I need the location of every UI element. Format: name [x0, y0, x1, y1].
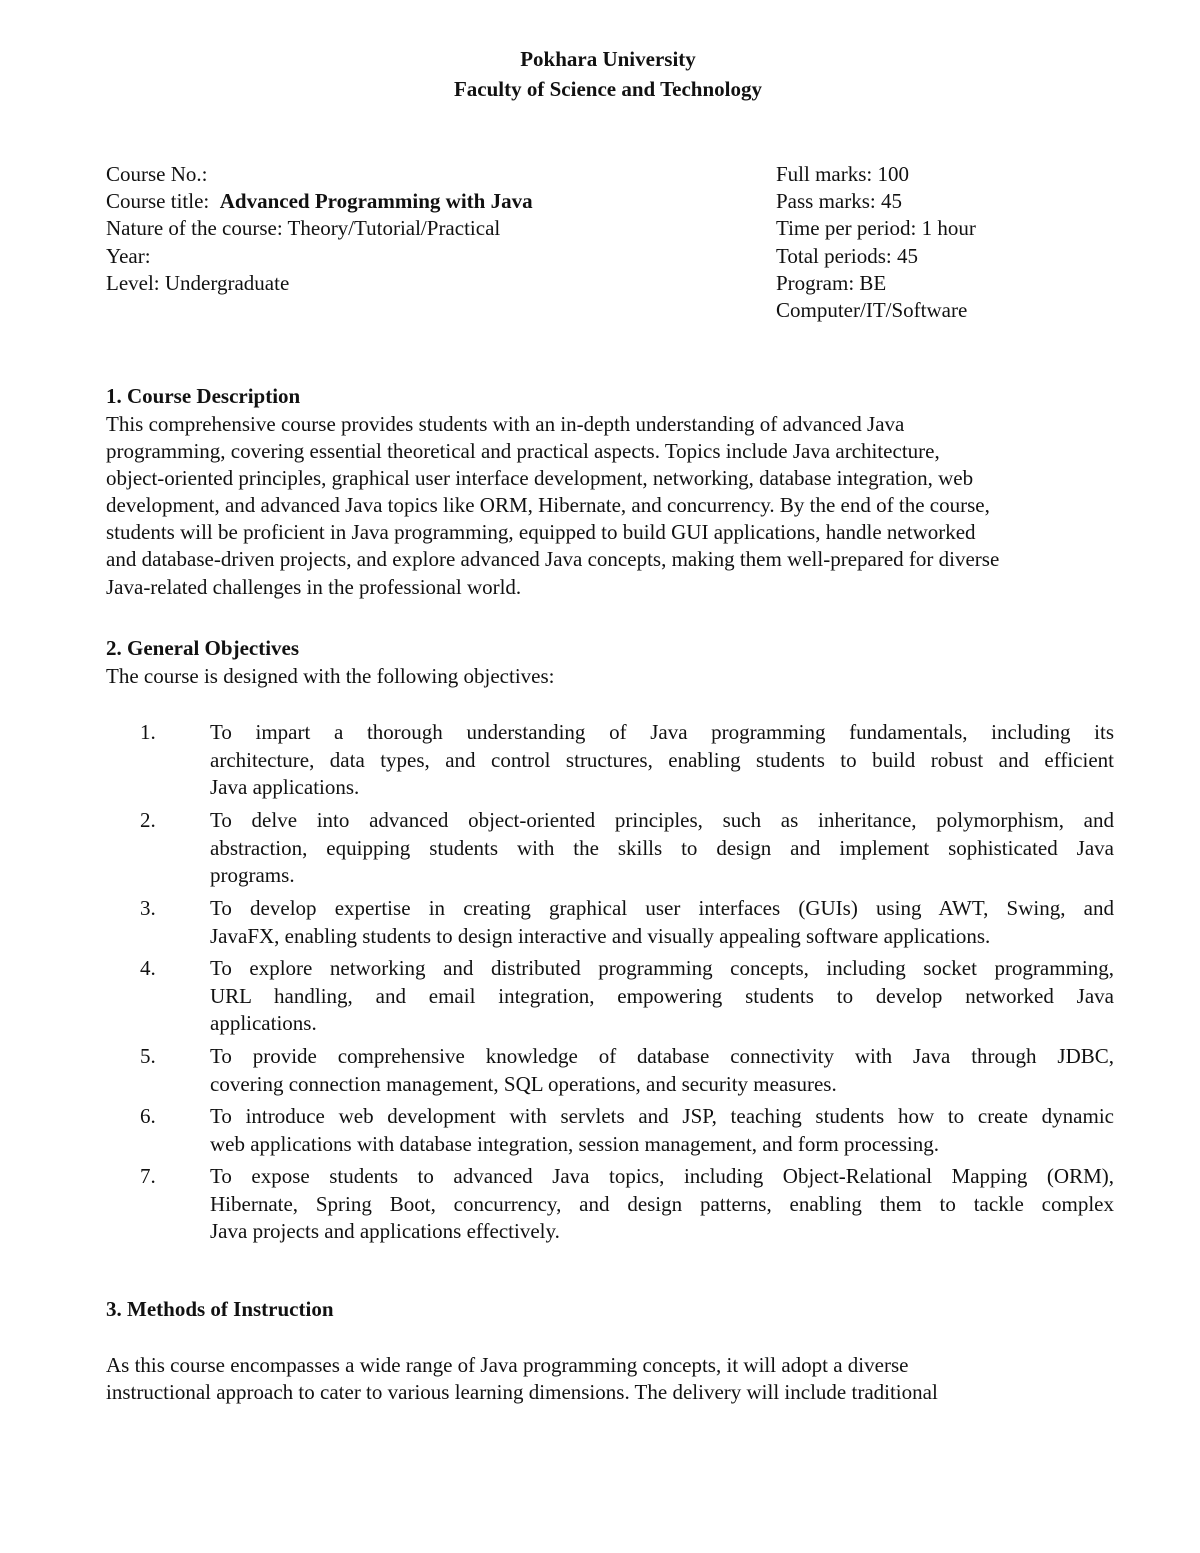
paragraph-line: instructional approach to cater to various learning dimensions. The delivery will include traditional [106, 1380, 938, 1405]
objective-number: 1. [140, 720, 156, 744]
objective-text [210, 895, 1114, 950]
objective-line: To expose students to advanced Java topics, including Object-Relational Mapping (ORM), [210, 1164, 1114, 1188]
course-description-paragraph [106, 411, 1116, 601]
objective-text [210, 1163, 1114, 1246]
objective-line: applications. [210, 1011, 317, 1036]
course-no: Course No.: [106, 162, 208, 186]
objective-line: Java projects and applications effectively. [210, 1219, 560, 1244]
objective-line: To delve into advanced object-oriented principles, such as inheritance, polymorphism, and [210, 808, 1114, 832]
objectives-intro [106, 663, 1116, 690]
time-per-period: Time per period: 1 hour [776, 216, 976, 241]
paragraph-line: This comprehensive course provides students with an in-depth understanding of advanced Java [106, 412, 905, 436]
objective-number: 6. [140, 1104, 156, 1128]
course-description-heading: 1. Course Description [106, 384, 301, 408]
objective-line: To introduce web development with servlets and JSP, teaching students how to create dynamic [210, 1104, 1114, 1128]
objective-text [210, 1103, 1114, 1158]
objective-number: 5. [140, 1044, 156, 1068]
objective-number: 2. [140, 808, 156, 832]
objective-line: To explore networking and distributed programming concepts, including socket programming, [210, 956, 1114, 980]
methods-of-instruction-heading: 3. Methods of Instruction [106, 1297, 334, 1321]
objectives-intro-text: The course is designed with the following objectives: [106, 664, 555, 688]
program-line-2: Computer/IT/Software [776, 298, 968, 323]
pass-marks: Pass marks: 45 [776, 189, 902, 214]
objective-text [210, 955, 1114, 1038]
university-name: Pokhara University [520, 47, 696, 71]
general-objectives-heading: 2. General Objectives [106, 636, 300, 660]
objective-line: architecture, data types, and control structures, enabling students to build robust and efficient [210, 747, 1114, 772]
full-marks: Full marks: 100 [776, 162, 910, 186]
faculty-name: Faculty of Science and Technology [453, 77, 763, 101]
objective-line: covering connection management, SQL operations, and security measures. [210, 1071, 837, 1096]
objective-text [210, 807, 1114, 890]
total-periods: Total periods: 45 [776, 243, 919, 268]
course-info-left [106, 161, 726, 297]
course-title-label: Course title: [106, 189, 210, 214]
objective-line: programs. [210, 863, 295, 888]
objective-line: To impart a thorough understanding of Java programming fundamentals, including its [210, 720, 1114, 744]
objective-text [210, 1043, 1114, 1098]
objective-line: Hibernate, Spring Boot, concurrency, and design patterns, enabling them to tackle complex [210, 1191, 1114, 1216]
paragraph-line: programming, covering essential theoretical and practical aspects. Topics include Java architecture, [106, 439, 940, 464]
objective-text [210, 719, 1114, 802]
course-title-value: Advanced Programming with Java [219, 189, 533, 214]
paragraph-line: As this course encompasses a wide range of Java programming concepts, it will adopt a diverse [106, 1353, 909, 1377]
course-info-right [776, 161, 1106, 324]
objective-line: web applications with database integration, session management, and form processing. [210, 1131, 939, 1156]
objective-number: 3. [140, 896, 156, 920]
paragraph-line: object-oriented principles, graphical user interface development, networking, database integration, web [106, 466, 974, 491]
objective-number: 7. [140, 1164, 156, 1188]
objective-number: 4. [140, 956, 156, 980]
methods-paragraph [106, 1352, 1116, 1406]
course-year: Year: [106, 243, 151, 268]
course-nature: Nature of the course: Theory/Tutorial/Practical [106, 216, 501, 241]
objective-line: JavaFX, enabling students to design interactive and visually appealing software applications. [210, 923, 991, 948]
course-title-row [106, 188, 726, 215]
objective-line: To develop expertise in creating graphical user interfaces (GUIs) using AWT, Swing, and [210, 896, 1114, 920]
program-line-1: Program: BE [776, 270, 887, 295]
document-header [0, 44, 1200, 104]
course-level: Level: Undergraduate [106, 270, 290, 295]
objective-line: To provide comprehensive knowledge of database connectivity with Java through JDBC, [210, 1044, 1114, 1068]
objective-line: URL handling, and email integration, empowering students to develop networked Java [210, 983, 1114, 1008]
paragraph-line: Java-related challenges in the professional world. [106, 574, 522, 599]
paragraph-line: students will be proficient in Java programming, equipped to build GUI applications, handle networked [106, 520, 976, 545]
objective-line: Java applications. [210, 775, 360, 800]
paragraph-line: and database-driven projects, and explore advanced Java concepts, making them well-prepared for diverse [106, 547, 1000, 572]
paragraph-line: development, and advanced Java topics like ORM, Hibernate, and concurrency. By the end of the course, [106, 493, 990, 518]
objective-line: abstraction, equipping students with the skills to design and implement sophisticated Java [210, 835, 1114, 860]
